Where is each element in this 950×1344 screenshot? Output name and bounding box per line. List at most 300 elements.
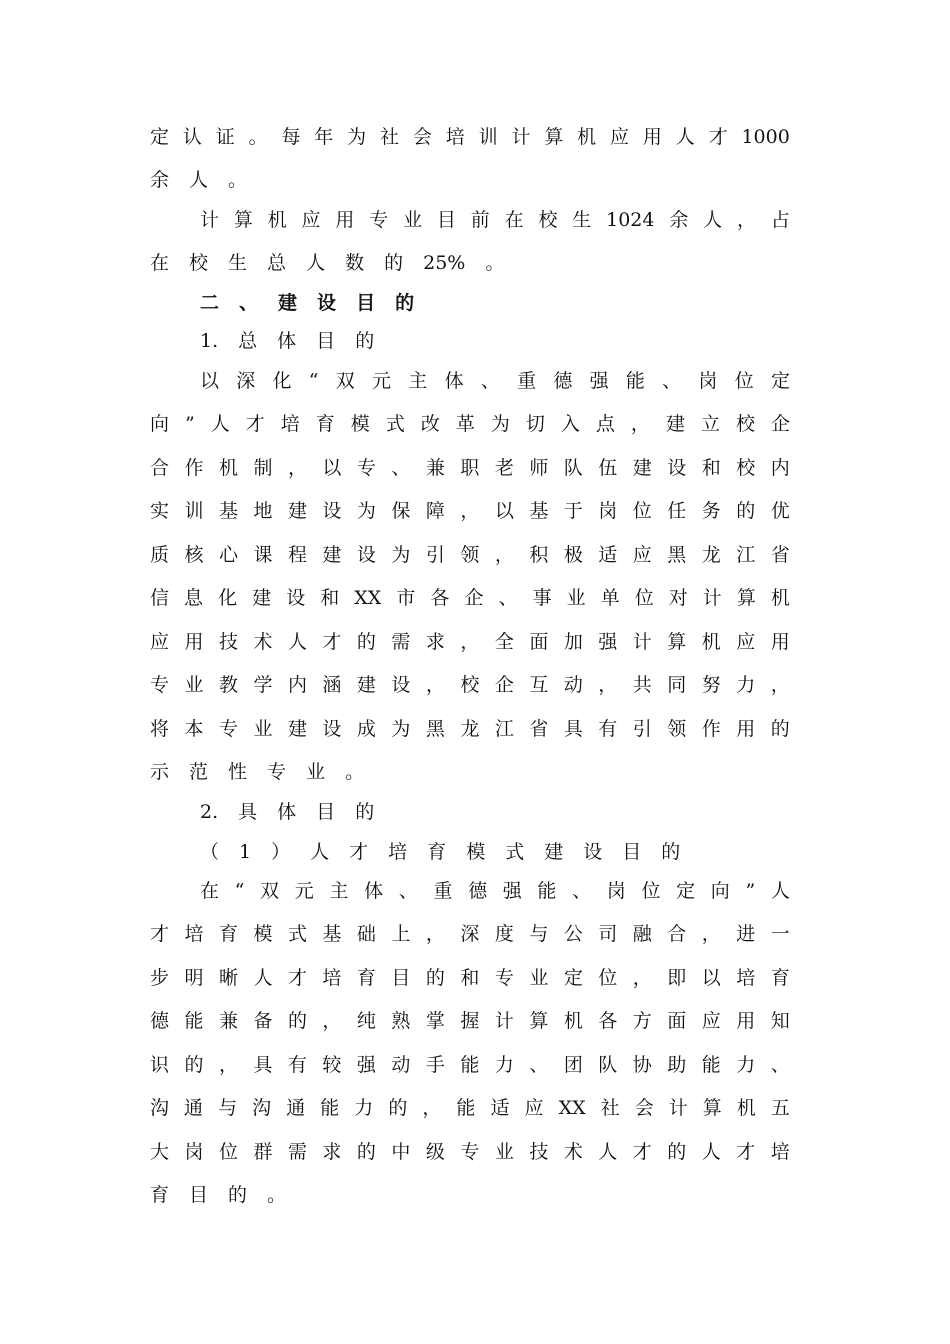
text-glyph: 人: [253, 967, 273, 989]
text-glyph: 信: [150, 587, 170, 609]
text-glyph: 德: [150, 1010, 170, 1032]
text-glyph: 应: [632, 544, 652, 566]
text-glyph: 各: [430, 587, 450, 609]
text-glyph: 较: [322, 1054, 342, 1076]
text-glyph: 德: [468, 880, 488, 902]
text-glyph: 的: [355, 801, 375, 823]
text-glyph: 本: [184, 718, 204, 740]
text-glyph: 教: [218, 674, 238, 696]
text-glyph: 生: [228, 252, 248, 274]
text-glyph: 设: [322, 500, 342, 522]
text-glyph: 占: [770, 209, 790, 231]
text-glyph: 对: [668, 587, 688, 609]
text-glyph: 力: [494, 1054, 514, 1076]
text-glyph: 、: [662, 370, 682, 392]
text-glyph: 合: [150, 457, 170, 479]
text-glyph: 1: [239, 841, 252, 863]
text-glyph: 上: [391, 923, 411, 945]
text-glyph: 备: [253, 1010, 273, 1032]
text-glyph: 的: [661, 841, 681, 863]
text-glyph: 全: [494, 631, 514, 653]
line-11: [150, 535, 790, 575]
text-glyph: “: [234, 880, 245, 902]
text-glyph: 位: [734, 370, 754, 392]
text-glyph: 会: [412, 126, 432, 148]
text-glyph: 目: [189, 1184, 209, 1206]
text-glyph: 中: [391, 1141, 411, 1163]
text-glyph: 各: [598, 1010, 618, 1032]
text-glyph: 级: [425, 1141, 445, 1163]
text-glyph: 人: [703, 209, 723, 231]
text-glyph: 设: [583, 841, 603, 863]
text-glyph: 人: [306, 252, 326, 274]
text-glyph: 体: [444, 370, 464, 392]
text-glyph: 加: [563, 631, 583, 653]
text-glyph: 体: [277, 801, 297, 823]
line-15: [150, 709, 790, 749]
text-glyph: 建: [322, 544, 342, 566]
line-09: [150, 448, 790, 488]
text-glyph: 1024: [606, 209, 655, 231]
text-glyph: 力: [736, 1054, 756, 1076]
line-10: [150, 491, 790, 531]
text-glyph: 校: [460, 674, 480, 696]
text-glyph: 以: [322, 457, 342, 479]
text-glyph: 体: [364, 880, 384, 902]
text-glyph: 为: [356, 500, 376, 522]
text-glyph: 程: [287, 544, 307, 566]
text-glyph: 队: [598, 1054, 618, 1076]
text-glyph: 江: [736, 544, 756, 566]
text-glyph: 强: [356, 1054, 376, 1076]
text-glyph: 目: [356, 292, 376, 314]
text-glyph: 的: [356, 1141, 376, 1163]
text-glyph: 向: [710, 880, 730, 902]
text-glyph: 的: [425, 967, 445, 989]
text-glyph: 才: [245, 413, 265, 435]
text-glyph: 兼: [425, 457, 445, 479]
text-glyph: 以: [494, 500, 514, 522]
text-glyph: 为: [391, 718, 411, 740]
text-glyph: 市: [396, 587, 416, 609]
text-glyph: 群: [253, 1141, 273, 1163]
text-glyph: 具: [253, 1054, 273, 1076]
text-glyph: ，: [287, 457, 307, 479]
subheading-talent-model: [200, 832, 790, 872]
line-25: [150, 1132, 790, 1172]
text-glyph: ，: [322, 1010, 342, 1032]
text-glyph: 目: [436, 209, 456, 231]
text-glyph: 合: [667, 923, 687, 945]
text-glyph: 力: [354, 1097, 374, 1119]
text-glyph: 应: [301, 209, 321, 231]
line-20: [150, 914, 790, 954]
line-03: [200, 200, 790, 240]
section-heading: [200, 283, 790, 323]
text-glyph: 才: [150, 923, 170, 945]
text-glyph: 企: [464, 587, 484, 609]
text-glyph: 与: [218, 1097, 238, 1119]
text-glyph: ，: [218, 1054, 238, 1076]
text-glyph: 力: [736, 674, 756, 696]
text-glyph: 元: [294, 880, 314, 902]
text-glyph: 同: [667, 674, 687, 696]
text-glyph: ）: [271, 841, 291, 863]
text-glyph: 前: [470, 209, 490, 231]
text-glyph: 基: [529, 500, 549, 522]
text-glyph: 面: [667, 1010, 687, 1032]
text-glyph: 余: [669, 209, 689, 231]
text-glyph: 江: [494, 718, 514, 740]
text-glyph: 业: [253, 718, 273, 740]
text-glyph: 设: [391, 674, 411, 696]
text-glyph: 机: [770, 587, 790, 609]
text-glyph: 专: [356, 457, 376, 479]
text-glyph: 应: [736, 631, 756, 653]
text-glyph: 础: [356, 923, 376, 945]
text-glyph: 龙: [460, 718, 480, 740]
text-glyph: 深: [460, 923, 480, 945]
text-glyph: ”: [185, 413, 195, 435]
text-glyph: 式: [385, 413, 405, 435]
text-glyph: 的: [388, 1097, 408, 1119]
text-glyph: 与: [529, 923, 549, 945]
text-glyph: 化: [218, 587, 238, 609]
text-glyph: 体: [277, 330, 297, 352]
text-glyph: 强: [589, 370, 609, 392]
text-glyph: 手: [425, 1054, 445, 1076]
text-glyph: 业: [403, 209, 423, 231]
text-glyph: 一: [770, 923, 790, 945]
text-glyph: 能: [456, 1097, 476, 1119]
text-glyph: ，: [737, 209, 757, 231]
text-glyph: 公: [563, 923, 583, 945]
text-glyph: 切: [525, 413, 545, 435]
text-glyph: 技: [218, 631, 238, 653]
text-glyph: 式: [287, 923, 307, 945]
text-glyph: 业: [566, 587, 586, 609]
text-glyph: 建: [287, 718, 307, 740]
text-glyph: 每: [281, 126, 301, 148]
text-glyph: 优: [770, 500, 790, 522]
text-glyph: 设: [286, 587, 306, 609]
text-glyph: 师: [529, 457, 549, 479]
text-glyph: 和: [320, 587, 340, 609]
text-glyph: 培: [388, 841, 408, 863]
text-glyph: 掌: [425, 1010, 445, 1032]
text-glyph: 用: [335, 209, 355, 231]
text-glyph: 学: [253, 674, 273, 696]
text-glyph: 二: [200, 292, 220, 314]
text-glyph: 育: [218, 923, 238, 945]
text-glyph: 岗: [698, 370, 718, 392]
text-glyph: 内: [770, 457, 790, 479]
text-glyph: 德: [553, 370, 573, 392]
text-glyph: ，: [598, 674, 618, 696]
text-glyph: 会: [634, 1097, 654, 1119]
text-glyph: 的: [228, 1184, 248, 1206]
text-glyph: 定: [676, 880, 696, 902]
text-glyph: ，: [422, 1097, 442, 1119]
text-glyph: 步: [150, 967, 170, 989]
subheading-specific-goal: [200, 792, 790, 832]
text-glyph: 极: [563, 544, 583, 566]
text-glyph: 业: [306, 761, 326, 783]
line-21: [150, 958, 790, 998]
text-glyph: 1.: [200, 330, 219, 352]
text-glyph: 目: [316, 801, 336, 823]
text-glyph: 建: [278, 292, 298, 314]
text-glyph: 具: [563, 718, 583, 740]
text-glyph: 才: [349, 841, 369, 863]
text-glyph: 专: [218, 718, 238, 740]
text-glyph: 为: [347, 126, 367, 148]
text-glyph: 协: [632, 1054, 652, 1076]
text-glyph: 主: [329, 880, 349, 902]
text-glyph: 以: [701, 967, 721, 989]
text-glyph: ，: [460, 500, 480, 522]
text-glyph: 的: [667, 1141, 687, 1163]
text-glyph: 2.: [200, 801, 219, 823]
text-glyph: 岗: [598, 500, 618, 522]
line-22: [150, 1001, 790, 1041]
text-glyph: 共: [632, 674, 652, 696]
text-glyph: 人: [701, 1141, 721, 1163]
text-glyph: 兼: [218, 1010, 238, 1032]
line-23: [150, 1045, 790, 1085]
text-glyph: 才: [632, 1141, 652, 1163]
text-glyph: 位: [598, 967, 618, 989]
text-glyph: 算: [233, 209, 253, 231]
text-glyph: 社: [380, 126, 400, 148]
text-glyph: 能: [184, 1010, 204, 1032]
text-glyph: 制: [253, 457, 273, 479]
text-glyph: 面: [529, 631, 549, 653]
text-glyph: 队: [563, 457, 583, 479]
text-glyph: 专: [369, 209, 389, 231]
text-glyph: 基: [322, 923, 342, 945]
text-glyph: 有: [598, 718, 618, 740]
text-glyph: 机: [736, 1097, 756, 1119]
text-glyph: 位: [641, 880, 661, 902]
text-glyph: 互: [529, 674, 549, 696]
text-glyph: 、: [498, 587, 518, 609]
text-glyph: 主: [408, 370, 428, 392]
text-glyph: 目: [391, 967, 411, 989]
text-glyph: 专: [267, 761, 287, 783]
text-glyph: 知: [770, 1010, 790, 1032]
text-glyph: 动: [391, 1054, 411, 1076]
text-glyph: 专: [494, 967, 514, 989]
line-02: [150, 160, 790, 200]
text-glyph: 、: [391, 457, 411, 479]
text-glyph: 培: [770, 1141, 790, 1163]
text-glyph: 的: [355, 330, 375, 352]
text-glyph: 任: [667, 500, 687, 522]
text-glyph: 重: [433, 880, 453, 902]
text-glyph: 术: [563, 1141, 583, 1163]
text-glyph: 五: [770, 1097, 790, 1119]
text-glyph: 机: [701, 631, 721, 653]
text-glyph: 入: [560, 413, 580, 435]
text-glyph: 即: [667, 967, 687, 989]
text-glyph: ，: [460, 631, 480, 653]
text-glyph: 用: [736, 1010, 756, 1032]
text-glyph: ，: [630, 413, 650, 435]
text-glyph: 育: [315, 413, 335, 435]
text-glyph: ，: [770, 674, 790, 696]
text-glyph: 求: [425, 631, 445, 653]
text-glyph: 改: [420, 413, 440, 435]
text-glyph: 25%: [423, 252, 466, 274]
text-glyph: 证: [215, 126, 235, 148]
text-glyph: 和: [701, 457, 721, 479]
text-glyph: 革: [455, 413, 475, 435]
text-glyph: 纯: [356, 1010, 376, 1032]
text-glyph: 人: [770, 880, 790, 902]
subheading-overall-goal: [200, 321, 790, 361]
text-glyph: 建: [287, 500, 307, 522]
text-glyph: 的: [184, 1054, 204, 1076]
text-glyph: 算: [702, 1097, 722, 1119]
text-glyph: 质: [150, 544, 170, 566]
text-glyph: 机: [577, 126, 597, 148]
text-glyph: 于: [563, 500, 583, 522]
text-glyph: 司: [598, 923, 618, 945]
text-glyph: 。: [228, 169, 248, 191]
text-glyph: 岗: [184, 1141, 204, 1163]
text-glyph: 培: [445, 126, 465, 148]
text-glyph: 模: [466, 841, 486, 863]
text-glyph: 培: [322, 967, 342, 989]
text-glyph: 融: [632, 923, 652, 945]
text-glyph: 机: [218, 457, 238, 479]
text-glyph: 职: [460, 457, 480, 479]
text-glyph: 作: [184, 457, 204, 479]
text-glyph: 才: [287, 967, 307, 989]
text-glyph: 认: [182, 126, 202, 148]
line-07: [200, 361, 790, 401]
text-glyph: 训: [478, 126, 498, 148]
text-glyph: 技: [529, 1141, 549, 1163]
text-glyph: 总: [267, 252, 287, 274]
text-glyph: “: [308, 370, 319, 392]
text-glyph: 式: [505, 841, 525, 863]
text-glyph: 人: [675, 126, 695, 148]
text-glyph: 内: [287, 674, 307, 696]
text-glyph: 作: [701, 718, 721, 740]
text-glyph: 1000: [741, 126, 790, 148]
text-glyph: 模: [253, 923, 273, 945]
line-08: [150, 404, 790, 444]
text-glyph: 设: [317, 292, 337, 314]
text-glyph: 积: [529, 544, 549, 566]
text-glyph: 算: [544, 126, 564, 148]
text-glyph: 适: [490, 1097, 510, 1119]
text-glyph: ，: [701, 923, 721, 945]
text-glyph: 通: [184, 1097, 204, 1119]
text-glyph: 示: [150, 761, 170, 783]
text-glyph: 范: [189, 761, 209, 783]
text-glyph: 在: [200, 880, 220, 902]
text-glyph: 位: [632, 500, 652, 522]
text-glyph: 晰: [218, 967, 238, 989]
text-glyph: 、: [572, 880, 592, 902]
text-glyph: 应: [610, 126, 630, 148]
text-glyph: 的: [395, 292, 415, 314]
text-glyph: 位: [218, 1141, 238, 1163]
text-glyph: 元: [372, 370, 392, 392]
text-glyph: 。: [485, 252, 505, 274]
text-glyph: 定: [563, 967, 583, 989]
text-glyph: 、: [770, 1054, 790, 1076]
text-glyph: 的: [770, 718, 790, 740]
line-16: [150, 752, 790, 792]
text-glyph: 引: [632, 718, 652, 740]
text-glyph: 培: [184, 923, 204, 945]
text-glyph: 障: [425, 500, 445, 522]
text-glyph: 培: [736, 967, 756, 989]
text-glyph: 建: [544, 841, 564, 863]
text-glyph: 强: [598, 631, 618, 653]
text-glyph: 省: [529, 718, 549, 740]
text-glyph: 、: [239, 292, 259, 314]
text-glyph: 实: [150, 500, 170, 522]
text-glyph: 育: [150, 1184, 170, 1206]
text-glyph: 重: [517, 370, 537, 392]
text-glyph: 心: [218, 544, 238, 566]
text-glyph: 建: [252, 587, 272, 609]
text-glyph: 计: [200, 209, 220, 231]
text-glyph: 向: [150, 413, 170, 435]
text-glyph: 业: [494, 1141, 514, 1163]
text-glyph: 性: [228, 761, 248, 783]
text-glyph: 社: [600, 1097, 620, 1119]
text-glyph: 进: [736, 923, 756, 945]
text-glyph: 明: [184, 967, 204, 989]
text-glyph: 事: [532, 587, 552, 609]
text-glyph: 。: [345, 761, 365, 783]
text-glyph: 目: [316, 330, 336, 352]
line-13: [150, 622, 790, 662]
text-glyph: 校: [736, 457, 756, 479]
text-glyph: 引: [425, 544, 445, 566]
text-glyph: ，: [425, 923, 445, 945]
text-glyph: 基: [218, 500, 238, 522]
text-glyph: 人: [189, 169, 209, 191]
text-glyph: 保: [391, 500, 411, 522]
text-glyph: 计: [632, 631, 652, 653]
text-glyph: 成: [356, 718, 376, 740]
text-glyph: 将: [150, 718, 170, 740]
text-glyph: 岗: [606, 880, 626, 902]
line-04: [150, 243, 790, 283]
text-glyph: 业: [184, 674, 204, 696]
text-glyph: 强: [502, 880, 522, 902]
text-glyph: 在: [150, 252, 170, 274]
text-glyph: 能: [537, 880, 557, 902]
text-glyph: 才: [708, 126, 728, 148]
line-24: [150, 1088, 790, 1128]
text-glyph: 用: [770, 631, 790, 653]
text-glyph: 务: [701, 500, 721, 522]
text-glyph: 沟: [150, 1097, 170, 1119]
text-glyph: 校: [735, 413, 755, 435]
text-glyph: 的: [736, 500, 756, 522]
text-glyph: 定: [150, 126, 170, 148]
text-glyph: 专: [460, 1141, 480, 1163]
text-glyph: 双: [260, 880, 280, 902]
